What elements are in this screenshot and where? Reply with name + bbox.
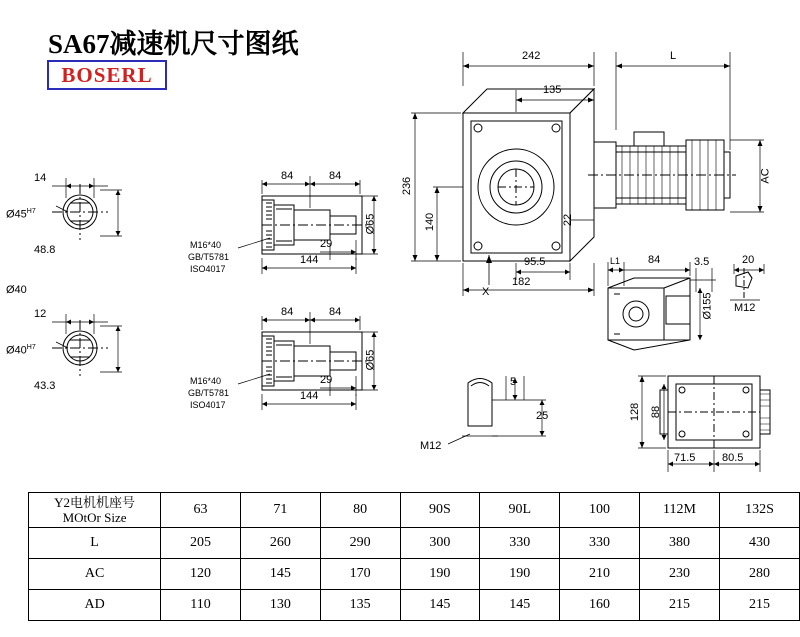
dim-43-3: 43.3 — [34, 380, 56, 392]
dim-95-5: 95.5 — [524, 256, 546, 268]
table-cell: 380 — [639, 528, 719, 559]
dim-12: 12 — [34, 308, 47, 320]
table-header-cell: 90L — [480, 493, 560, 528]
dim-84-b: 84 — [329, 170, 342, 182]
dim-128: 128 — [629, 402, 642, 422]
dim-d40-plain: Ø40 — [6, 284, 27, 296]
dim-84-d: 84 — [329, 306, 342, 318]
dim-88: 88 — [650, 405, 663, 419]
dim-d45: Ø45 — [6, 208, 27, 221]
dim-236: 236 — [401, 176, 414, 196]
table-row — [29, 559, 800, 590]
table-cell: 260 — [240, 528, 320, 559]
bolt-spec-2-line3: ISO4017 — [190, 400, 226, 410]
table-header-cell: 63 — [161, 493, 241, 528]
dim-84-c: 84 — [281, 306, 294, 318]
dim-d65-a: Ø65 — [364, 213, 377, 235]
table-cell: 145 — [240, 559, 320, 590]
table-header-cell: 71 — [240, 493, 320, 528]
table-cell: 215 — [639, 590, 719, 621]
table-header-cell: 132S — [719, 493, 799, 528]
table-cell: 330 — [480, 528, 560, 559]
page-title: SA67减速机尺寸图纸 — [48, 29, 299, 59]
dim-d40: Ø40 — [6, 344, 27, 357]
dim-71-5: 71.5 — [674, 452, 696, 464]
dim-182: 182 — [512, 276, 531, 288]
dim-80-5: 80.5 — [722, 452, 744, 464]
dim-25: 25 — [536, 410, 549, 422]
dim-135: 135 — [543, 84, 562, 96]
table-row — [29, 528, 800, 559]
table-header-cell: 112M — [639, 493, 719, 528]
table-cell: 330 — [560, 528, 640, 559]
table-cell: 120 — [161, 559, 241, 590]
table-cell: 110 — [161, 590, 241, 621]
table-header-row — [29, 493, 800, 528]
table-cell: 160 — [560, 590, 640, 621]
table-cell: 210 — [560, 559, 640, 590]
table-row — [29, 590, 800, 621]
dim-14: 14 — [34, 172, 47, 184]
table-row-label: L — [29, 528, 161, 559]
table-cell: 230 — [639, 559, 719, 590]
dim-AC: AC — [759, 168, 772, 184]
table-header-cell: 100 — [560, 493, 640, 528]
table-cell: 145 — [400, 590, 480, 621]
dim-d155: Ø155 — [701, 292, 714, 320]
dim-X: X — [482, 286, 490, 298]
dim-242: 242 — [522, 50, 541, 62]
dim-5: 5 — [510, 376, 517, 388]
bolt-spec-2-line2: GB/T5781 — [188, 388, 230, 398]
dim-48-8: 48.8 — [34, 244, 56, 256]
dim-d40-tol: H7 — [26, 344, 36, 351]
table-cell: 170 — [320, 559, 400, 590]
dim-3-5: 3.5 — [694, 256, 710, 268]
dim-144-a: 144 — [300, 254, 319, 266]
bolt-spec-1-line3: ISO4017 — [190, 264, 226, 274]
table-cell: 205 — [161, 528, 241, 559]
table-row-label: AC — [29, 559, 161, 590]
table-header-label: Y2电机机座号 MOtOr Size — [29, 493, 161, 528]
bolt-spec-1-line2: GB/T5781 — [188, 252, 230, 262]
table-header-cell: 90S — [400, 493, 480, 528]
dim-L: L — [670, 50, 677, 62]
dim-d45-tol: H7 — [26, 208, 36, 215]
dim-84-a: 84 — [281, 170, 294, 182]
dim-144-b: 144 — [300, 390, 319, 402]
dim-22: 22 — [562, 213, 575, 227]
table-cell: 215 — [719, 590, 799, 621]
table-cell: 190 — [400, 559, 480, 590]
table-cell: 280 — [719, 559, 799, 590]
dim-L1: L1 — [610, 256, 621, 266]
table-cell: 290 — [320, 528, 400, 559]
bolt-spec-1-line1: M16*40 — [190, 240, 222, 250]
dim-84-e: 84 — [648, 254, 661, 266]
table-row-label: AD — [29, 590, 161, 621]
dim-29-b: 29 — [320, 374, 333, 386]
table-cell: 135 — [320, 590, 400, 621]
table-body — [29, 493, 800, 621]
table-cell: 145 — [480, 590, 560, 621]
bolt-spec-2-line1: M16*40 — [190, 376, 222, 386]
dim-29-a: 29 — [320, 238, 333, 250]
dim-M12-b: M12 — [420, 440, 442, 452]
table-cell: 430 — [719, 528, 799, 559]
dim-20: 20 — [742, 254, 755, 266]
table-cell: 300 — [400, 528, 480, 559]
dim-140: 140 — [424, 212, 437, 232]
table-cell: 190 — [480, 559, 560, 590]
dim-M12-a: M12 — [734, 302, 756, 314]
motor-size-table — [28, 492, 800, 621]
brand-logo-text: BOSERL — [61, 62, 153, 87]
table-header-cell: 80 — [320, 493, 400, 528]
table-cell: 130 — [240, 590, 320, 621]
dim-d65-b: Ø65 — [364, 349, 377, 371]
